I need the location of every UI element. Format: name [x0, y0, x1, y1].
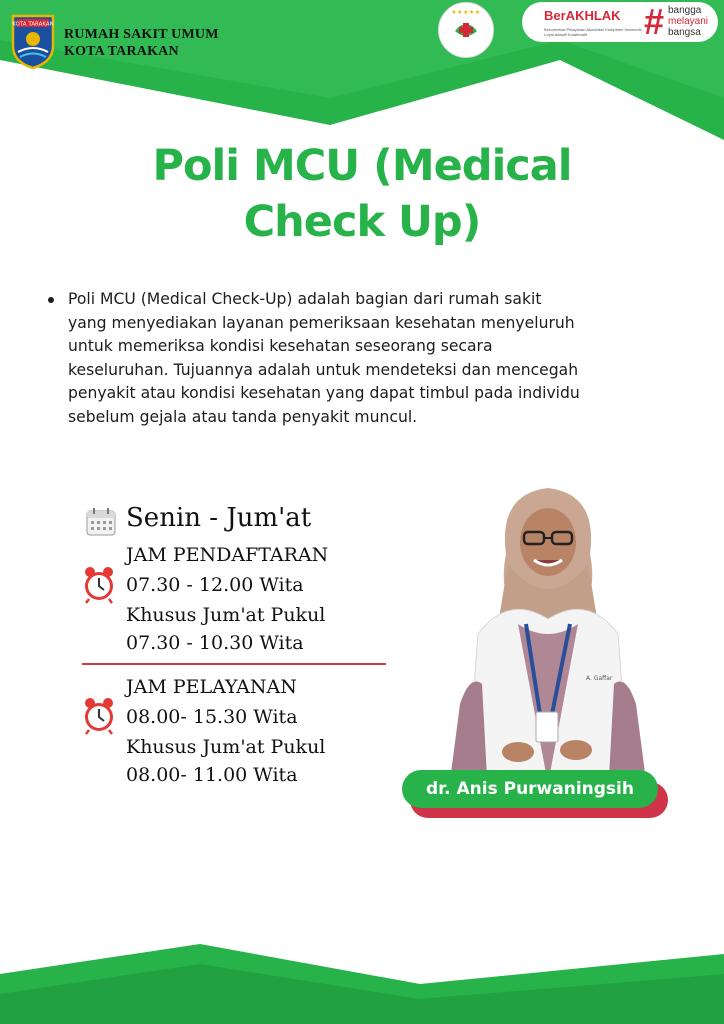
footer-green-band [0, 944, 724, 1024]
description-line: keseluruhan. Tujuannya adalah untuk mendeteksi dan mencegah [68, 360, 579, 379]
svg-text:KOTA TARAKAN: KOTA TARAKAN [12, 21, 54, 28]
description-paragraph [68, 288, 698, 429]
badge-cross-icon [451, 17, 481, 41]
bullet-icon [48, 297, 54, 303]
description-line: yang menyediakan layanan pemeriksaan kesehatan menyeluruh [68, 313, 575, 332]
hospital-name-line2: KOTA TARAKAN [64, 44, 179, 59]
paripurna-accreditation-badge-icon [438, 2, 494, 58]
hospital-name [64, 26, 284, 60]
berakhlak-word: BerAKHLAK [544, 8, 621, 23]
service-friday-hours: 08.00- 11.00 Wita [126, 764, 298, 786]
kota-tarakan-crest-icon [10, 12, 56, 70]
calendar-icon [86, 508, 116, 536]
service-label: JAM PELAYANAN [126, 676, 297, 698]
alarm-clock-icon [82, 566, 116, 604]
slogan-line1: bangga [668, 5, 702, 16]
page-title-line2: Check Up) [243, 197, 481, 247]
registration-friday-label: Khusus Jum'at Pukul [126, 604, 326, 626]
service-hours: 08.00- 15.30 Wita [126, 706, 298, 728]
description-line: sebelum gejala atau tanda penyakit muncul. [68, 407, 418, 426]
registration-hours: 07.30 - 12.00 Wita [126, 574, 304, 596]
berakhlak-logo [522, 2, 718, 42]
svg-text:A. Gaffar: A. Gaffar [586, 675, 613, 682]
slogan-line3: bangsa [668, 27, 701, 38]
description-line: penyakit atau kondisi kesehatan yang dapat timbul pada individu [68, 384, 580, 402]
doctor-photo [448, 484, 648, 796]
service-friday-label: Khusus Jum'at Pukul [126, 736, 326, 758]
registration-friday-hours: 07.30 - 10.30 Wita [126, 632, 304, 654]
hospital-name-line1: RUMAH SAKIT UMUM [64, 27, 219, 42]
page-title [62, 138, 662, 250]
berakhlak-hash: # [644, 1, 665, 42]
badge-stars: ★★★★★ [451, 10, 481, 16]
doctor-name-tag: dr. Anis Purwaningsih [402, 770, 658, 808]
berakhlak-tagline: Berorientasi Pelayanan Akuntabel Kompeten Harmonis Loyal Adaptif Kolaboratif [544, 27, 642, 37]
description-line: Poli MCU (Medical Check-Up) adalah bagian dari rumah sakit [68, 290, 542, 308]
registration-label: JAM PENDAFTARAN [126, 544, 329, 566]
page-title-line1: Poli MCU (Medical [152, 141, 572, 191]
schedule-days: Senin - Jum'at [126, 503, 312, 533]
berakhlak-slogan [668, 5, 708, 38]
description-line: untuk memeriksa kondisi kesehatan seseorang secara [68, 337, 493, 355]
schedule-divider [82, 663, 386, 665]
alarm-clock-icon [82, 697, 116, 735]
slogan-line2: melayani [668, 16, 709, 27]
